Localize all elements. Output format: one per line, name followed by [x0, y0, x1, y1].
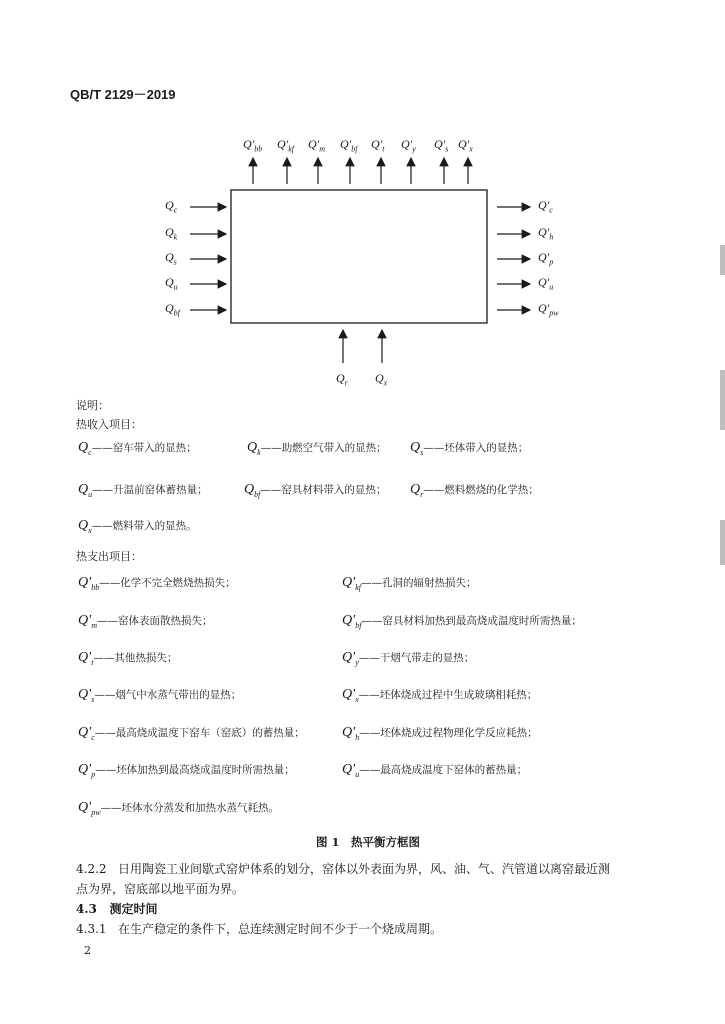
standard-header: QB/T 2129－2019 — [70, 87, 176, 102]
heat-symbol: $Q_x$ — [78, 518, 92, 535]
legend-description: ——坯体烧成过程物理化学反应耗热； — [359, 727, 538, 739]
left-input-label: $Q_c$ — [165, 198, 178, 215]
section-4-3 — [76, 900, 157, 917]
legend-entry — [78, 687, 241, 704]
heat-symbol: $Q'_x$ — [342, 687, 359, 704]
legend-entry — [78, 575, 236, 592]
clause-text: 在生产稳定的条件下，总连续测定时间不少于一个烧成周期。 — [118, 922, 443, 936]
top-output-label: $Q'_y$ — [401, 137, 416, 154]
right-output-label: $Q'_h$ — [538, 225, 554, 242]
heat-balance-diagram — [0, 0, 725, 400]
heat-symbol: $Q'_{bb}$ — [78, 575, 100, 592]
legend-entry — [410, 482, 539, 499]
legend-intro: 说明： — [76, 399, 109, 412]
legend-description: ——坯体带入的显热； — [423, 442, 529, 454]
legend-description: ——助燃空气带入的显热； — [260, 442, 387, 454]
legend-description: ——燃料燃烧的化学热； — [423, 484, 539, 496]
heat-symbol: $Q'_{pw}$ — [78, 800, 101, 817]
legend-entry — [410, 440, 528, 457]
clause-number: 4.2.2 — [76, 862, 107, 876]
heat-symbol: $Q_s$ — [410, 440, 424, 457]
top-output-label: $Q'_{kf}$ — [277, 137, 295, 154]
legend-description: ——孔洞的辐射热损失； — [360, 577, 477, 589]
heat-symbol: $Q_r$ — [410, 482, 424, 499]
legend-description: ——窑具材料加热到最高烧成温度时所需热量； — [361, 615, 582, 627]
heat-symbol: $Q'_m$ — [78, 613, 97, 630]
legend-description: ——窑体表面散热损失； — [96, 615, 213, 627]
legend-description: ——坯体烧成过程中生成玻璃相耗热； — [358, 689, 538, 701]
top-output-label: $Q'_m$ — [308, 137, 326, 154]
legend-entry — [78, 800, 279, 817]
heat-symbol: $Q_{bf}$ — [244, 482, 261, 499]
heat-symbol: $Q'_h$ — [342, 725, 360, 742]
figure-caption: 图 1 热平衡方框图 — [316, 835, 421, 849]
clause-text: 日用陶瓷工业间歇式窑炉体系的划分，窑体以外表面为界，风、油、气、汽管道以离窑最近测 — [118, 862, 611, 876]
right-output-label: $Q'_p$ — [538, 250, 554, 267]
legend-entry — [342, 687, 537, 704]
legend-entry — [342, 575, 476, 592]
bottom-input-label: $Q_x$ — [375, 371, 388, 388]
legend-description: ——坯体加热到最高烧成温度时所需热量； — [95, 764, 295, 776]
legend-entry — [78, 518, 197, 535]
legend-entry — [78, 613, 212, 630]
heat-symbol: $Q'_t$ — [78, 650, 94, 667]
left-input-label: $Q_u$ — [165, 275, 178, 292]
scan-edge-mark — [720, 370, 725, 430]
legend-description: ——其他热损失； — [93, 652, 178, 664]
expense-title: 热支出项目： — [76, 550, 142, 563]
legend-description: ——干烟气带走的显热； — [358, 652, 475, 664]
legend-description: ——窑车带入的显热； — [91, 442, 197, 454]
top-output-label: $Q'_{bb}$ — [243, 137, 263, 154]
top-output-label: $Q'_s$ — [434, 137, 449, 154]
right-output-label: $Q'_c$ — [538, 198, 553, 215]
bottom-input-label: $Q_r$ — [336, 371, 348, 388]
heat-symbol: $Q'_{bf}$ — [342, 613, 362, 630]
right-output-label: $Q'_u$ — [538, 275, 554, 292]
legend-description: ——窑具材料带入的显热； — [260, 484, 387, 496]
section-title: 测定时间 — [109, 902, 158, 916]
left-input-label: $Q_s$ — [165, 250, 177, 267]
legend-entry — [247, 440, 387, 457]
legend-entry — [78, 725, 305, 742]
scan-edge-mark — [720, 245, 725, 275]
paragraph-4-2-2-cont: 点为界，窑底部以地平面为界。 — [76, 882, 245, 896]
page-number: 2 — [84, 944, 91, 957]
heat-symbol: $Q_k$ — [247, 440, 261, 457]
legend-entry — [342, 762, 527, 779]
heat-symbol: $Q'_c$ — [78, 725, 95, 742]
kiln-system-box — [231, 190, 487, 323]
scan-edge-mark — [720, 520, 725, 565]
section-number: 4.3 — [76, 902, 97, 916]
legend-description: ——最高烧成温度下窑体的蓄热量； — [359, 764, 528, 776]
legend-description: ——燃料带入的显热。 — [91, 520, 197, 532]
heat-symbol: $Q'_s$ — [78, 687, 95, 704]
heat-symbol: $Q'_u$ — [342, 762, 360, 779]
clause-number: 4.3.1 — [76, 922, 107, 936]
legend-entry — [244, 482, 386, 499]
top-output-label: $Q'_t$ — [371, 137, 385, 154]
paragraph-4-2-2 — [76, 860, 610, 877]
legend-entry — [78, 440, 197, 457]
heat-symbol: $Q_c$ — [78, 440, 92, 457]
legend-description: ——升温前窑体蓄热量； — [92, 484, 208, 496]
top-output-label: $Q'_{bf}$ — [340, 137, 358, 154]
heat-symbol: $Q'_p$ — [78, 762, 96, 779]
legend-description: ——烟气中水蒸气带出的显热； — [94, 689, 242, 701]
legend-description: ——最高烧成温度下窑车（窑底）的蓄热量； — [94, 727, 305, 739]
left-input-label: $Q_{bf}$ — [165, 301, 180, 318]
heat-symbol: $Q'_y$ — [342, 650, 359, 667]
right-output-label: $Q'_{pw}$ — [538, 301, 559, 318]
legend-description: ——化学不完全燃烧热损失； — [99, 577, 236, 589]
legend-description: ——坯体水分蒸发和加热水蒸气耗热。 — [100, 802, 280, 814]
legend-entry — [78, 482, 208, 499]
legend-entry — [342, 613, 582, 630]
legend-entry — [342, 725, 538, 742]
heat-symbol: $Q'_{kf}$ — [342, 575, 361, 592]
paragraph-4-3-1 — [76, 920, 442, 937]
heat-symbol: $Q_u$ — [78, 482, 93, 499]
legend-entry — [78, 650, 177, 667]
left-input-label: $Q_k$ — [165, 225, 178, 242]
top-output-label: $Q'_x$ — [458, 137, 473, 154]
legend-entry — [342, 650, 474, 667]
income-title: 热收入项目： — [76, 418, 142, 431]
legend-entry — [78, 762, 295, 779]
